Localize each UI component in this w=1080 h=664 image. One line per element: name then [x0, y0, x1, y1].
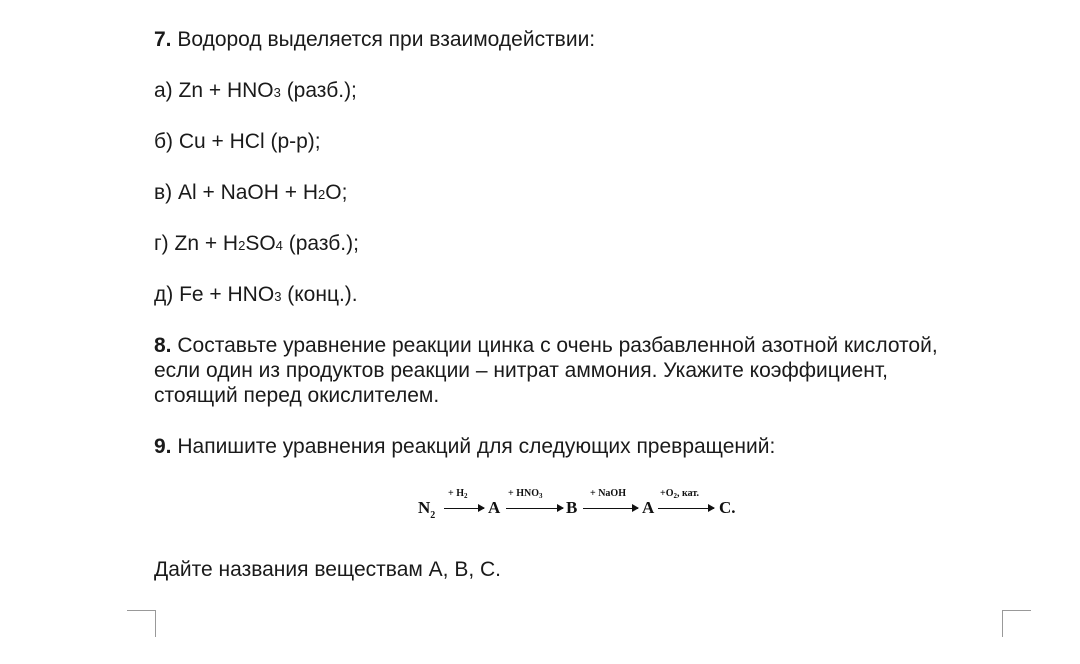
reaction-scheme — [418, 486, 748, 526]
subscript: 3 — [274, 289, 282, 304]
subscript: 4 — [275, 238, 283, 253]
question-8-line-3: стоящий перед окислителем. — [154, 384, 440, 407]
scheme-start-substance: $N_2$ — [418, 498, 436, 521]
option-text: (разб.); — [280, 79, 357, 102]
scheme-reagent-3: + NaOH — [590, 488, 626, 499]
scheme-product-b: B — [566, 498, 578, 517]
scheme-reagent-2: + $HNO_3$ — [508, 488, 543, 500]
question-number: 9. — [154, 435, 172, 458]
question-8-line-1 — [154, 333, 938, 358]
answer-option-a — [154, 78, 357, 105]
page-corner-mark-right — [1002, 610, 1031, 637]
question-text: Напишите уравнения реакций для следующих превращений: — [171, 435, 776, 458]
question-7-title — [154, 27, 595, 52]
scheme-reagent-1: + $H_2$ — [448, 488, 468, 500]
question-number: 7. — [154, 28, 172, 51]
option-text: (конц.). — [281, 283, 358, 306]
reaction-arrow-3 — [583, 508, 638, 509]
scheme-product-a-2: A — [642, 498, 655, 517]
subscript: 2 — [238, 238, 246, 253]
option-text: в) Al + NaOH + H — [154, 181, 319, 204]
answer-option-g — [154, 231, 359, 258]
scheme-product-c: C. — [719, 498, 736, 517]
subscript: 2 — [318, 187, 326, 202]
option-text: (разб.); — [282, 232, 359, 255]
option-text: SO — [245, 232, 276, 255]
option-text: б) Cu + HCl (р-р); — [154, 130, 321, 153]
option-text: д) Fe + HNO — [154, 283, 275, 306]
answer-option-d — [154, 282, 358, 309]
subscript: 3 — [273, 85, 281, 100]
question-text: Составьте уравнение реакции цинка с очень разбавленной азотной кислотой, — [171, 334, 938, 357]
option-text: г) Zn + H — [154, 232, 239, 255]
answer-option-v — [154, 180, 347, 207]
option-text: а) Zn + HNO — [154, 79, 274, 102]
reaction-arrow-2 — [506, 508, 563, 509]
question-9-footer: Дайте названия веществам A, B, C. — [154, 558, 501, 581]
answer-option-b — [154, 129, 321, 154]
question-8-line-2: если один из продуктов реакции – нитрат аммония. Укажите коэффициент, — [154, 359, 888, 382]
reaction-arrow-4 — [658, 508, 714, 509]
question-9-title — [154, 434, 775, 459]
page-corner-mark-left — [127, 610, 156, 637]
option-text: O; — [325, 181, 348, 204]
question-text: Водород выделяется при взаимодействии: — [171, 28, 596, 51]
scheme-product-a: A — [488, 498, 501, 517]
reaction-arrow-1 — [444, 508, 484, 509]
scheme-reagent-4: $+O_2$, кат. — [660, 488, 699, 500]
question-number: 8. — [154, 334, 172, 357]
